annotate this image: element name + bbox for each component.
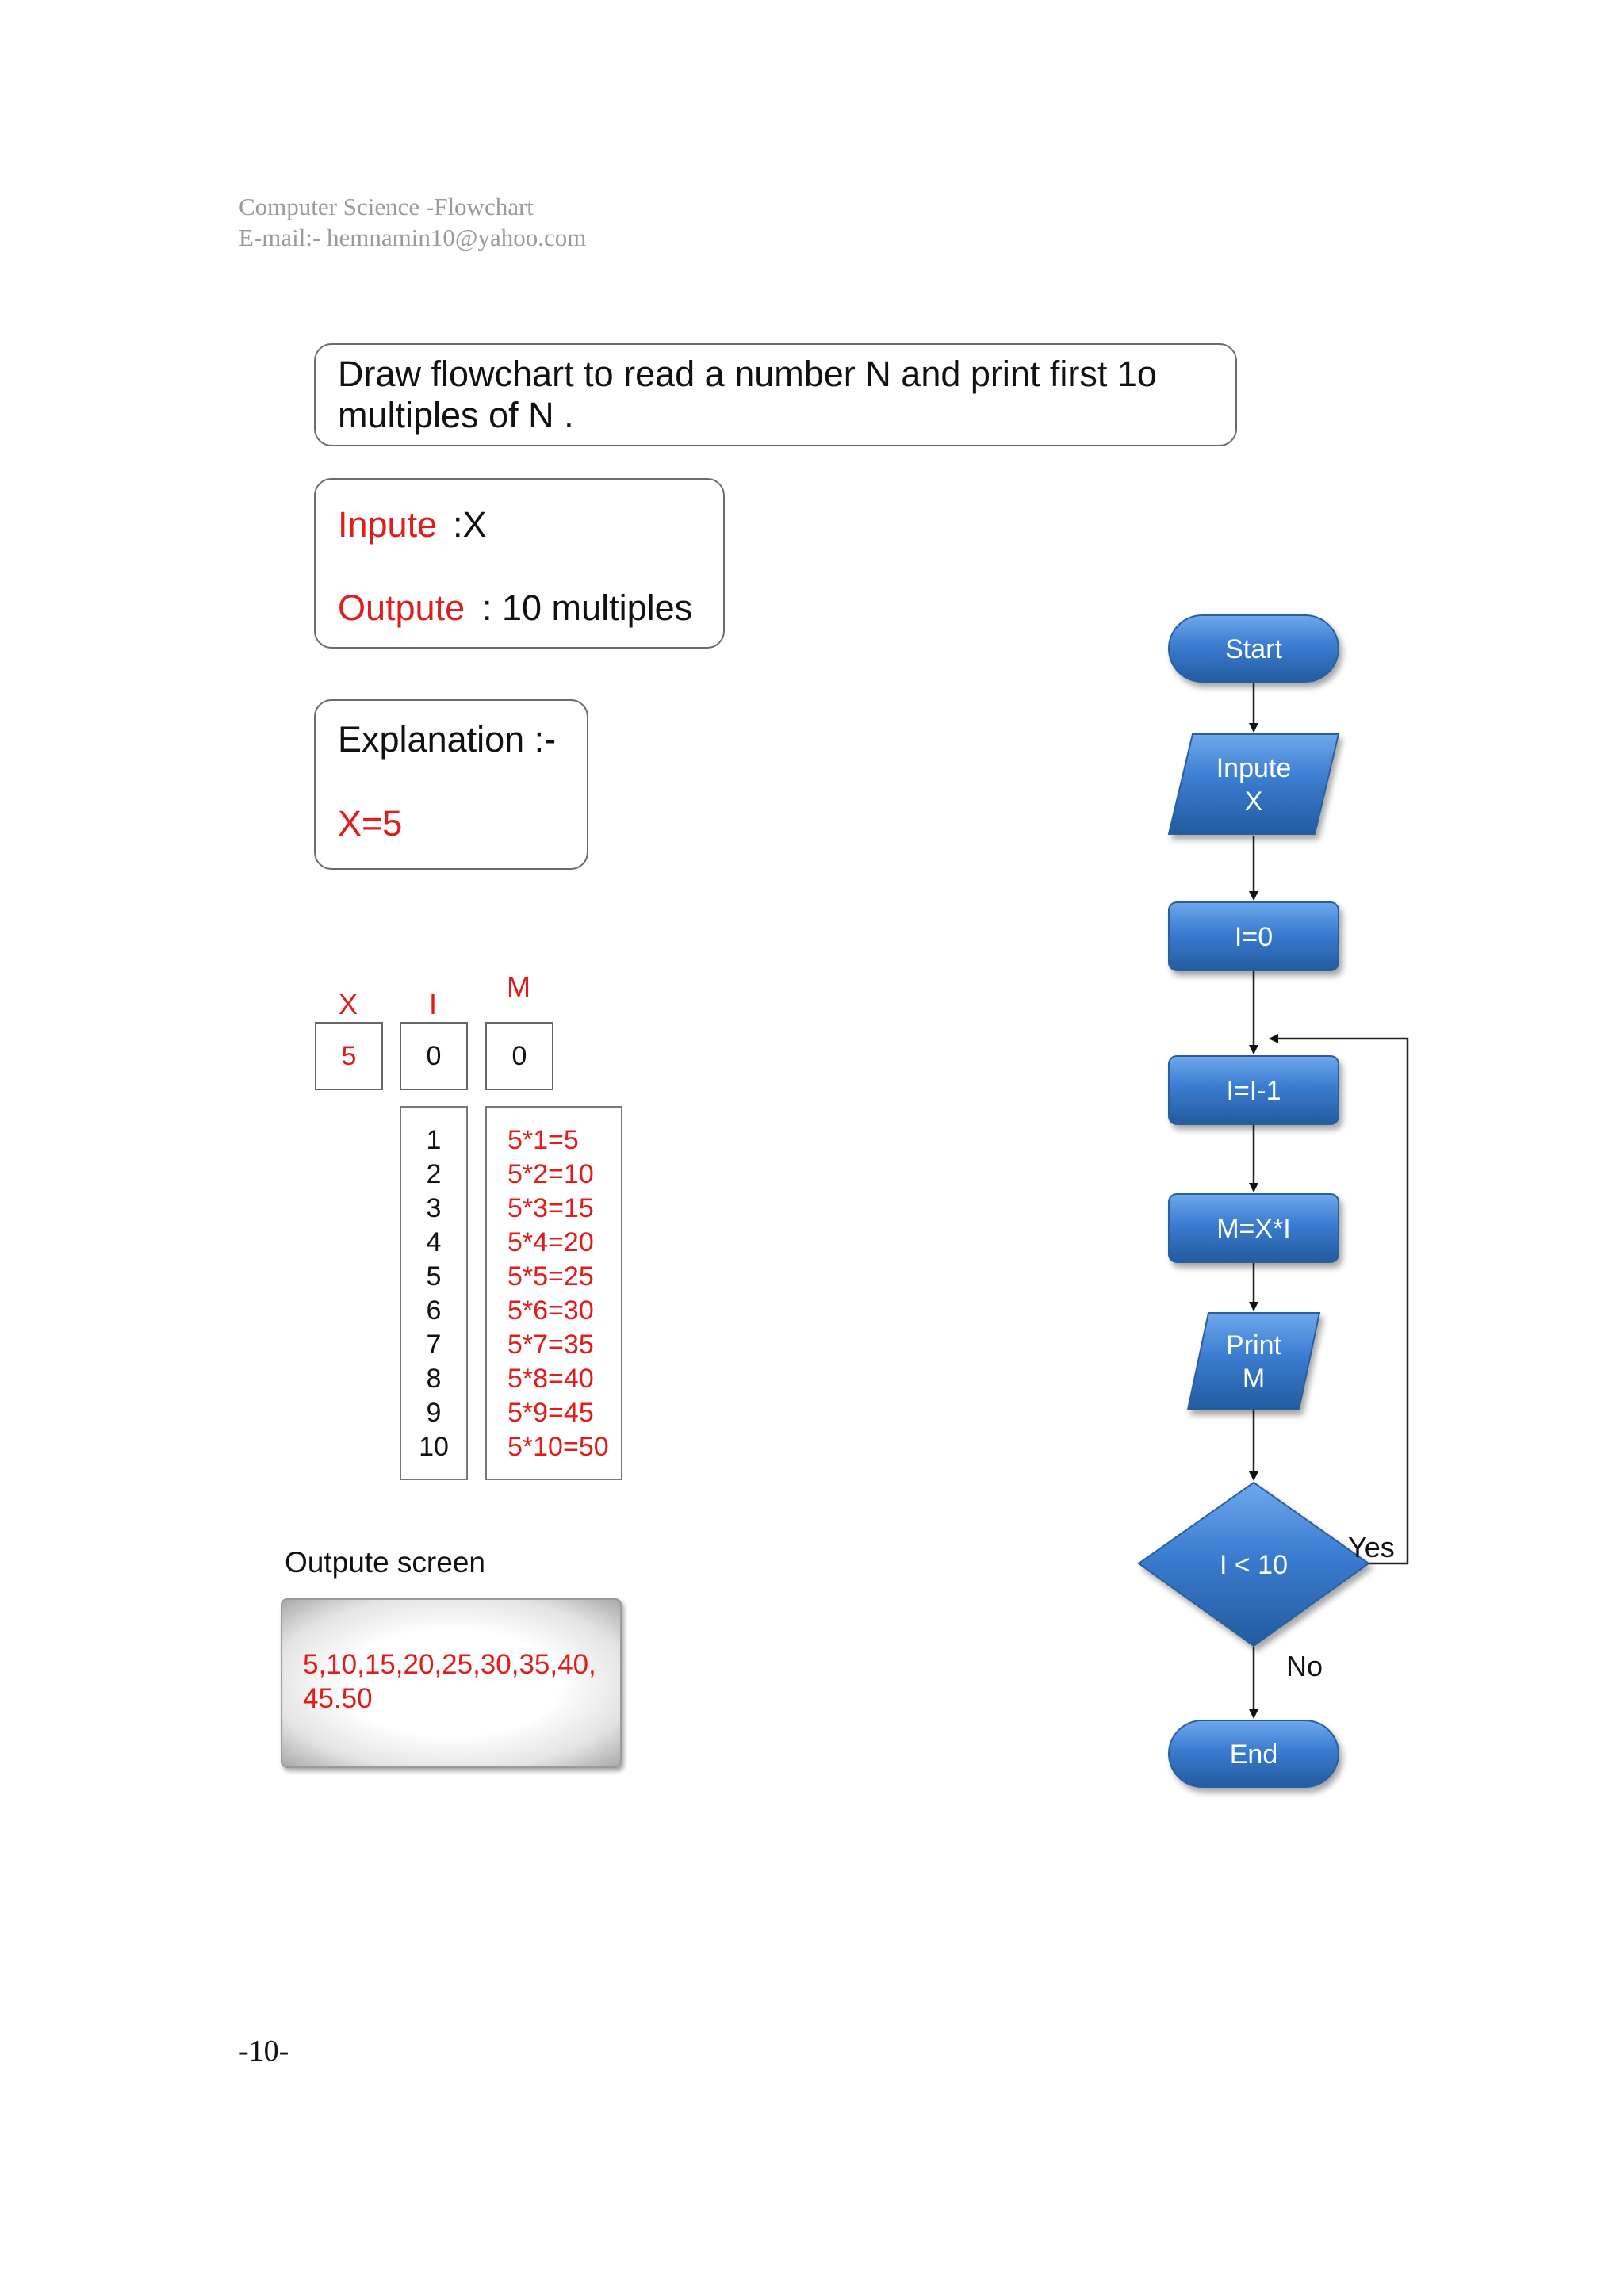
header-title: Computer Science -Flowchart <box>239 193 534 220</box>
header-email: E-mail:- hemnamin10@yahoo.com <box>239 224 587 251</box>
trace-i-value: 9 <box>426 1398 442 1428</box>
input-label: Inpute <box>338 504 438 545</box>
flow-yes-label: Yes <box>1348 1531 1395 1563</box>
trace-i-value: 5 <box>426 1261 442 1292</box>
trace-m-value: 5*3=15 <box>508 1193 594 1223</box>
trace-i-value: 10 <box>419 1432 449 1462</box>
input-value: :X <box>453 504 487 545</box>
trace-i-value: 7 <box>426 1330 442 1360</box>
trace-m-value: 5*6=30 <box>508 1295 594 1326</box>
trace-m-value: 5*8=40 <box>508 1364 594 1394</box>
trace-label-m: M <box>507 970 530 1003</box>
page-number: -10- <box>239 2034 289 2068</box>
flow-increment-label: I=I-1 <box>1226 1076 1281 1106</box>
trace-m-value: 5*4=20 <box>508 1227 594 1257</box>
output-label: Outpute <box>338 587 465 628</box>
trace-m-value: 5*10=50 <box>508 1432 609 1462</box>
trace-m-value: 5*5=25 <box>508 1261 594 1292</box>
trace-i-value: 2 <box>426 1159 442 1189</box>
question-line-1: Draw flowchart to read a number N and print first 1o <box>338 354 1157 394</box>
trace-label-i: I <box>428 988 437 1020</box>
flow-print-label-2: M <box>1242 1364 1266 1394</box>
question-line-2: multiples of N . <box>338 395 574 435</box>
trace-i-value: 8 <box>426 1364 442 1394</box>
trace-m-value: 5*2=10 <box>508 1159 594 1189</box>
flow-input-label-1: Inpute <box>1216 753 1292 783</box>
output-screen-line-2: 45.50 <box>303 1683 373 1714</box>
output-screen-line-1: 5,10,15,20,25,30,35,40, <box>303 1649 596 1680</box>
output-value: : 10 multiples <box>482 587 693 628</box>
trace-i-value: 4 <box>426 1227 442 1257</box>
trace-i-value: 3 <box>426 1193 442 1223</box>
trace-initial-m: 0 <box>485 1022 553 1090</box>
flow-compute-label: M=X*I <box>1216 1214 1291 1244</box>
flow-print-label-1: Print <box>1226 1330 1281 1360</box>
flow-input-label-2: X <box>1244 786 1263 817</box>
trace-m-value: 5*7=35 <box>508 1330 594 1360</box>
explanation-example: X=5 <box>338 803 403 844</box>
trace-label-x: X <box>338 988 358 1020</box>
flow-init-label: I=0 <box>1234 922 1274 952</box>
explanation-title: Explanation :- <box>338 719 557 760</box>
trace-m-value: 5*1=5 <box>508 1125 579 1155</box>
flow-start-label: Start <box>1225 634 1282 664</box>
flow-condition-label: I < 10 <box>1219 1550 1289 1580</box>
trace-initial-x: 5 <box>315 1022 383 1090</box>
flow-print <box>1188 1313 1320 1410</box>
flow-no-label: No <box>1286 1650 1323 1682</box>
output-screen-title: Outpute screen <box>285 1546 485 1578</box>
flow-end-label: End <box>1229 1739 1278 1770</box>
trace-i-value: 1 <box>426 1125 442 1155</box>
trace-m-value: 5*9=45 <box>508 1398 594 1428</box>
trace-initial-i: 0 <box>400 1022 468 1090</box>
flow-input <box>1169 734 1339 834</box>
trace-i-value: 6 <box>426 1295 442 1326</box>
